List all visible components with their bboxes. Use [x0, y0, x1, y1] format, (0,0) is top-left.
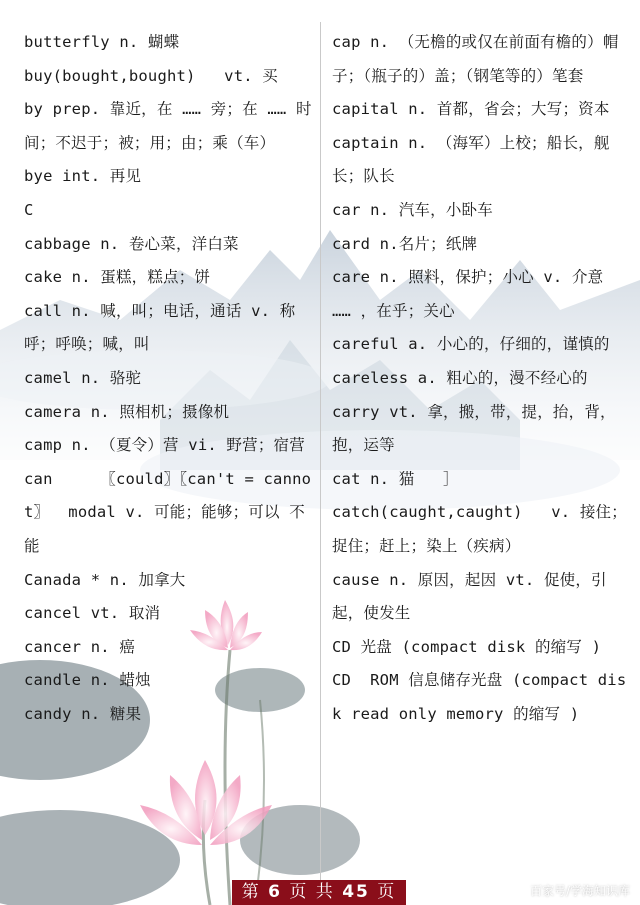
section-letter: C [24, 200, 34, 219]
vocab-entry: cap n. （无檐的或仅在前面有檐的）帽子；（瓶子的）盖；（钢笔等的）笔套 [332, 33, 619, 85]
page-number-footer [232, 880, 406, 905]
footer-suffix: 页 [377, 882, 397, 902]
vocab-entry: can 〖could〗〖can't = cannot〗 modal v. 可能；能够；可以 不能 [24, 469, 312, 555]
footer-prefix: 第 [241, 882, 261, 902]
vocab-entry: cat n. 猫 ］ [332, 469, 459, 488]
column-divider [320, 22, 321, 880]
vocab-entry: capital n. 首都，省会；大写；资本 [332, 100, 610, 119]
vocab-entry: careless a. 粗心的，漫不经心的 [332, 368, 588, 387]
vocab-entry: cabbage n. 卷心菜，洋白菜 [24, 234, 239, 253]
footer-middle: 页 共 [289, 882, 335, 902]
total-page-count: 45 [342, 882, 370, 902]
vocab-entry: cake n. 蛋糕，糕点；饼 [24, 268, 211, 287]
vocab-entry: camp n. （夏令）营 vi. 野营；宿营 [24, 436, 305, 455]
vocab-entry: butterfly n. 蝴蝶 [24, 33, 180, 51]
vocab-entry: camera n. 照相机；摄像机 [24, 402, 230, 421]
vocab-entry: catch(caught,caught) v. 接住；捉住；赶上；染上（疾病） [332, 503, 627, 555]
vocab-entry: care n. 照料，保护；小心 v. 介意 …… ，在乎；关心 [332, 268, 613, 320]
vocab-entry: cancer n. 癌 [24, 637, 136, 656]
vocab-entry: by prep. 靠近，在 …… 旁；在 …… 时间；不迟于；被；用；由；乘（车） [24, 100, 312, 152]
vocab-entry: careful a. 小心的，仔细的，谨慎的 [332, 335, 610, 354]
vocab-entry: camel n. 骆驼 [24, 368, 142, 387]
vocab-entry: card n.名片；纸牌 [332, 234, 478, 253]
vocab-entry: candy n. 糖果 [24, 704, 142, 723]
vocab-entry: captain n. （海军）上校；船长，舰长；队长 [332, 133, 610, 186]
right-column [332, 26, 628, 731]
vocab-entry: Canada * n. 加拿大 [24, 570, 186, 589]
vocab-entry: cancel vt. 取消 [24, 604, 161, 623]
vocab-entry: bye int. 再见 [24, 167, 142, 186]
vocab-entry: call n. 喊，叫；电话，通话 v. 称呼；呼唤；喊，叫 [24, 301, 296, 354]
vocab-entry: cause n. 原因，起因 vt. 促使，引起，使发生 [332, 570, 607, 623]
vocab-entry: car n. 汽车，小卧车 [332, 200, 493, 219]
vocab-entry: CD ROM 信息储存光盘 (compact disk read only memory 的缩写 ) [332, 671, 627, 723]
current-page-number: 6 [268, 882, 282, 902]
vocab-entry: candle n. 蜡烛 [24, 671, 151, 690]
left-column [24, 26, 312, 731]
source-watermark: 百家号/学海知识库 [529, 884, 630, 898]
vocab-entry: CD 光盘 (compact disk 的缩写 ) [332, 637, 602, 656]
vocab-entry: buy(bought,bought) vt. 买 [24, 66, 278, 85]
vocab-entry: carry vt. 拿，搬，带，提，抬，背，抱，运等 [332, 402, 616, 455]
